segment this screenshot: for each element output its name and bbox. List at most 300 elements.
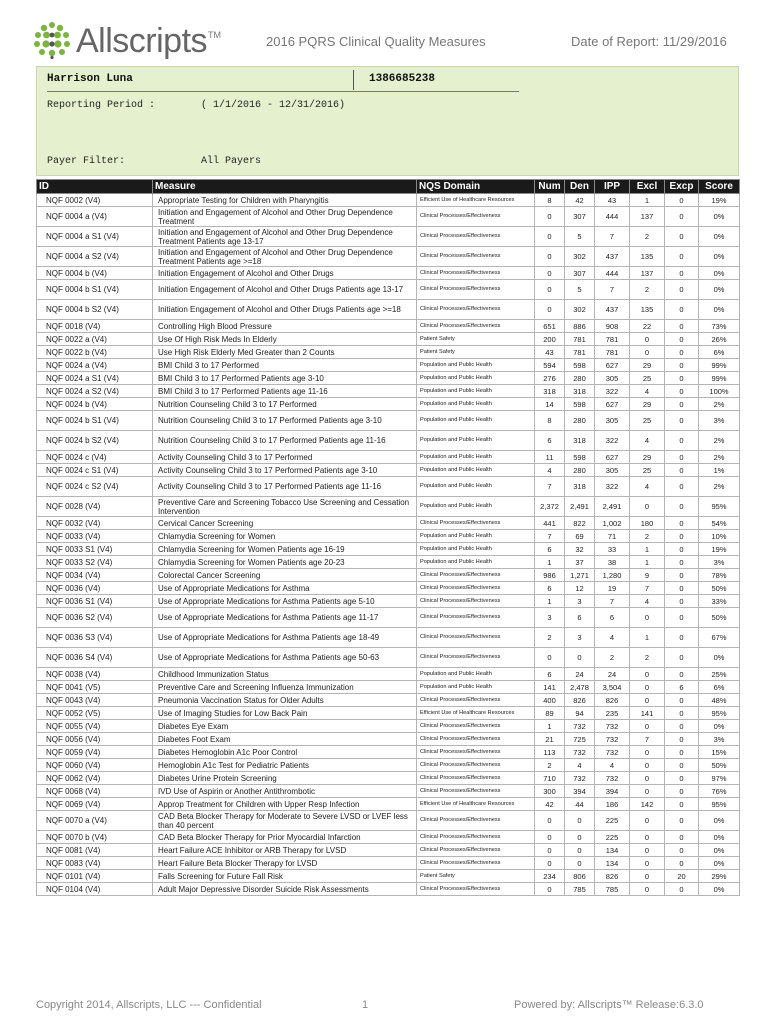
cell-ipp: 1,002 [595, 517, 630, 530]
cell-ipp: 24 [595, 668, 630, 681]
table-row [37, 628, 740, 648]
cell-score: 2% [699, 431, 740, 451]
cell-domain: Patient Safety [417, 870, 535, 883]
cell-excp: 0 [665, 517, 699, 530]
cell-domain: Clinical Processes/Effectiveness [417, 320, 535, 333]
cell-num: 7 [535, 477, 565, 497]
cell-excp: 0 [665, 280, 699, 300]
cell-domain: Population and Public Health [417, 385, 535, 398]
cell-id: NQF 0022 a (V4) [37, 333, 153, 346]
measures-table [36, 179, 740, 896]
cell-den: 732 [565, 746, 595, 759]
table-row [37, 300, 740, 320]
cell-measure: Preventive Care and Screening Influenza Immunization [153, 681, 417, 694]
cell-excl: 0 [630, 857, 665, 870]
cell-excp: 0 [665, 759, 699, 772]
column-header-measure: Measure [153, 180, 417, 194]
cell-measure: Initiation Engagement of Alcohol and Other Drugs Patients age 13-17 [153, 280, 417, 300]
cell-den: 12 [565, 582, 595, 595]
cell-measure: Use Of High Risk Meds In Elderly [153, 333, 417, 346]
payer-filter-label: Payer Filter: [47, 156, 126, 167]
cell-num: 0 [535, 831, 565, 844]
cell-den: 0 [565, 844, 595, 857]
footer-copyright: Copyright 2014, Allscripts, LLC --- Confidential [36, 999, 262, 1011]
cell-score: 76% [699, 785, 740, 798]
cell-domain: Population and Public Health [417, 372, 535, 385]
cell-excl: 0 [630, 333, 665, 346]
cell-den: 302 [565, 247, 595, 267]
cell-excp: 0 [665, 595, 699, 608]
cell-excp: 0 [665, 411, 699, 431]
cell-excp: 0 [665, 556, 699, 569]
cell-num: 6 [535, 431, 565, 451]
cell-ipp: 437 [595, 247, 630, 267]
cell-num: 0 [535, 227, 565, 247]
cell-num: 6 [535, 668, 565, 681]
table-row [37, 431, 740, 451]
cell-excl: 137 [630, 267, 665, 280]
cell-measure: Appropriate Testing for Children with Pharyngitis [153, 194, 417, 207]
cell-den: 2,478 [565, 681, 595, 694]
table-row [37, 346, 740, 359]
cell-id: NQF 0034 (V4) [37, 569, 153, 582]
cell-den: 3 [565, 628, 595, 648]
cell-measure: Colorectal Cancer Screening [153, 569, 417, 582]
cell-excl: 0 [630, 844, 665, 857]
cell-domain: Clinical Processes/Effectiveness [417, 831, 535, 844]
table-row [37, 694, 740, 707]
cell-excl: 0 [630, 497, 665, 517]
cell-den: 0 [565, 857, 595, 870]
cell-num: 0 [535, 247, 565, 267]
cell-id: NQF 0038 (V4) [37, 668, 153, 681]
cell-excl: 1 [630, 556, 665, 569]
cell-measure: BMI Child 3 to 17 Performed Patients age 3-10 [153, 372, 417, 385]
cell-den: 806 [565, 870, 595, 883]
cell-ipp: 627 [595, 398, 630, 411]
cell-ipp: 732 [595, 772, 630, 785]
cell-score: 0% [699, 247, 740, 267]
cell-den: 318 [565, 385, 595, 398]
cell-measure: Diabetes Hemoglobin A1c Poor Control [153, 746, 417, 759]
table-row [37, 707, 740, 720]
cell-excp: 0 [665, 372, 699, 385]
cell-excp: 6 [665, 681, 699, 694]
cell-score: 15% [699, 746, 740, 759]
table-row [37, 227, 740, 247]
cell-den: 318 [565, 477, 595, 497]
cell-num: 651 [535, 320, 565, 333]
cell-den: 24 [565, 668, 595, 681]
cell-id: NQF 0024 b S2 (V4) [37, 431, 153, 451]
cell-domain: Patient Safety [417, 333, 535, 346]
cell-id: NQF 0036 (V4) [37, 582, 153, 595]
cell-num: 0 [535, 883, 565, 896]
cell-ipp: 2,491 [595, 497, 630, 517]
cell-den: 42 [565, 194, 595, 207]
cell-measure: CAD Beta Blocker Therapy for Prior Myocardial Infarction [153, 831, 417, 844]
cell-den: 826 [565, 694, 595, 707]
page-number: 1 [362, 999, 369, 1011]
cell-measure: Diabetes Foot Exam [153, 733, 417, 746]
cell-domain: Clinical Processes/Effectiveness [417, 595, 535, 608]
cell-id: NQF 0036 S1 (V4) [37, 595, 153, 608]
cell-excl: 0 [630, 759, 665, 772]
cell-excl: 29 [630, 359, 665, 372]
cell-score: 3% [699, 411, 740, 431]
cell-den: 732 [565, 772, 595, 785]
cell-score: 0% [699, 811, 740, 831]
table-row [37, 543, 740, 556]
cell-excp: 0 [665, 798, 699, 811]
cell-id: NQF 0052 (V5) [37, 707, 153, 720]
cell-measure: Controlling High Blood Pressure [153, 320, 417, 333]
cell-ipp: 43 [595, 194, 630, 207]
cell-den: 37 [565, 556, 595, 569]
report-title: 2016 PQRS Clinical Quality Measures [266, 34, 486, 49]
cell-score: 3% [699, 733, 740, 746]
cell-id: NQF 0059 (V4) [37, 746, 153, 759]
cell-den: 318 [565, 431, 595, 451]
cell-den: 94 [565, 707, 595, 720]
cell-id: NQF 0041 (V5) [37, 681, 153, 694]
cell-id: NQF 0081 (V4) [37, 844, 153, 857]
table-row [37, 720, 740, 733]
cell-excp: 0 [665, 733, 699, 746]
column-header-excp: Excp [665, 180, 699, 194]
cell-measure: Hemoglobin A1c Test for Pediatric Patients [153, 759, 417, 772]
name-divider [353, 70, 354, 90]
cell-num: 0 [535, 207, 565, 227]
cell-excl: 0 [630, 772, 665, 785]
table-header-row [37, 180, 740, 194]
cell-id: NQF 0036 S2 (V4) [37, 608, 153, 628]
cell-id: NQF 0024 c S2 (V4) [37, 477, 153, 497]
cell-ipp: 444 [595, 267, 630, 280]
cell-ipp: 732 [595, 733, 630, 746]
cell-excl: 142 [630, 798, 665, 811]
table-row [37, 582, 740, 595]
cell-excl: 0 [630, 694, 665, 707]
cell-den: 69 [565, 530, 595, 543]
cell-score: 0% [699, 648, 740, 668]
cell-den: 44 [565, 798, 595, 811]
cell-measure: Approp Treatment for Children with Upper Resp Infection [153, 798, 417, 811]
cell-excl: 0 [630, 720, 665, 733]
cell-excl: 180 [630, 517, 665, 530]
cell-den: 781 [565, 346, 595, 359]
cell-ipp: 305 [595, 372, 630, 385]
cell-den: 280 [565, 372, 595, 385]
cell-domain: Population and Public Health [417, 359, 535, 372]
cell-ipp: 3,504 [595, 681, 630, 694]
cell-ipp: 38 [595, 556, 630, 569]
cell-domain: Clinical Processes/Effectiveness [417, 733, 535, 746]
cell-ipp: 444 [595, 207, 630, 227]
cell-measure: Pneumonia Vaccination Status for Older Adults [153, 694, 417, 707]
cell-excl: 4 [630, 385, 665, 398]
cell-domain: Clinical Processes/Effectiveness [417, 759, 535, 772]
cell-excl: 25 [630, 372, 665, 385]
cell-excl: 2 [630, 280, 665, 300]
cell-ipp: 225 [595, 831, 630, 844]
cell-excl: 0 [630, 668, 665, 681]
measures-table-body [37, 194, 740, 896]
cell-id: NQF 0024 c S1 (V4) [37, 464, 153, 477]
cell-domain: Clinical Processes/Effectiveness [417, 267, 535, 280]
cell-den: 394 [565, 785, 595, 798]
cell-domain: Population and Public Health [417, 477, 535, 497]
cell-den: 4 [565, 759, 595, 772]
cell-score: 33% [699, 595, 740, 608]
cell-ipp: 134 [595, 857, 630, 870]
cell-ipp: 732 [595, 720, 630, 733]
cell-score: 6% [699, 346, 740, 359]
cell-id: NQF 0024 c (V4) [37, 451, 153, 464]
table-row [37, 207, 740, 227]
cell-id: NQF 0028 (V4) [37, 497, 153, 517]
cell-ipp: 305 [595, 411, 630, 431]
cell-excp: 0 [665, 694, 699, 707]
cell-excl: 0 [630, 831, 665, 844]
cell-excl: 0 [630, 870, 665, 883]
cell-ipp: 322 [595, 477, 630, 497]
cell-domain: Clinical Processes/Effectiveness [417, 280, 535, 300]
cell-ipp: 627 [595, 359, 630, 372]
column-header-ipp: IPP [595, 180, 630, 194]
cell-excl: 137 [630, 207, 665, 227]
cell-id: NQF 0024 a S1 (V4) [37, 372, 153, 385]
cell-excp: 0 [665, 831, 699, 844]
cell-den: 886 [565, 320, 595, 333]
cell-domain: Clinical Processes/Effectiveness [417, 785, 535, 798]
payer-filter-value: All Payers [201, 156, 262, 167]
cell-num: 4 [535, 464, 565, 477]
cell-id: NQF 0004 a S1 (V4) [37, 227, 153, 247]
cell-id: NQF 0033 (V4) [37, 530, 153, 543]
cell-num: 0 [535, 857, 565, 870]
cell-domain: Clinical Processes/Effectiveness [417, 300, 535, 320]
cell-measure: Nutrition Counseling Child 3 to 17 Performed Patients age 3-10 [153, 411, 417, 431]
cell-domain: Clinical Processes/Effectiveness [417, 648, 535, 668]
cell-domain: Clinical Processes/Effectiveness [417, 582, 535, 595]
cell-ipp: 437 [595, 300, 630, 320]
cell-measure: Falls Screening for Future Fall Risk [153, 870, 417, 883]
cell-num: 3 [535, 608, 565, 628]
cell-excp: 0 [665, 464, 699, 477]
cell-id: NQF 0032 (V4) [37, 517, 153, 530]
cell-ipp: 7 [595, 227, 630, 247]
cell-score: 95% [699, 497, 740, 517]
cell-score: 2% [699, 477, 740, 497]
cell-id: NQF 0004 a S2 (V4) [37, 247, 153, 267]
cell-id: NQF 0036 S4 (V4) [37, 648, 153, 668]
cell-score: 0% [699, 720, 740, 733]
cell-excl: 9 [630, 569, 665, 582]
cell-excp: 0 [665, 811, 699, 831]
patient-info-panel [36, 66, 739, 176]
cell-domain: Population and Public Health [417, 543, 535, 556]
cell-score: 73% [699, 320, 740, 333]
cell-excl: 1 [630, 194, 665, 207]
cell-score: 50% [699, 759, 740, 772]
cell-den: 3 [565, 595, 595, 608]
cell-excl: 0 [630, 785, 665, 798]
cell-id: NQF 0083 (V4) [37, 857, 153, 870]
cell-excp: 0 [665, 569, 699, 582]
cell-id: NQF 0068 (V4) [37, 785, 153, 798]
cell-ipp: 2 [595, 648, 630, 668]
cell-domain: Clinical Processes/Effectiveness [417, 207, 535, 227]
cell-measure: Use High Risk Elderly Med Greater than 2 Counts [153, 346, 417, 359]
cell-domain: Efficient Use of Healthcare Resources [417, 194, 535, 207]
cell-num: 441 [535, 517, 565, 530]
cell-den: 32 [565, 543, 595, 556]
cell-num: 2,372 [535, 497, 565, 517]
cell-num: 1 [535, 595, 565, 608]
cell-measure: Childhood Immunization Status [153, 668, 417, 681]
cell-excp: 0 [665, 785, 699, 798]
separator-line [47, 91, 519, 92]
logo-trademark: TM [208, 30, 221, 40]
cell-score: 0% [699, 207, 740, 227]
cell-den: 0 [565, 811, 595, 831]
cell-measure: Initiation Engagement of Alcohol and Other Drugs Patients age >=18 [153, 300, 417, 320]
table-row [37, 398, 740, 411]
cell-excl: 29 [630, 451, 665, 464]
cell-num: 113 [535, 746, 565, 759]
cell-domain: Clinical Processes/Effectiveness [417, 720, 535, 733]
table-row [37, 247, 740, 267]
table-row [37, 194, 740, 207]
cell-excl: 135 [630, 300, 665, 320]
allscripts-globe-icon [32, 20, 72, 60]
cell-measure: Use of Appropriate Medications for Asthma Patients age 11-17 [153, 608, 417, 628]
cell-domain: Population and Public Health [417, 451, 535, 464]
cell-measure: Initiation and Engagement of Alcohol and Other Drug Dependence Treatment Patients age 13-17 [153, 227, 417, 247]
cell-num: 234 [535, 870, 565, 883]
cell-domain: Population and Public Health [417, 431, 535, 451]
cell-id: NQF 0069 (V4) [37, 798, 153, 811]
reporting-period-value: ( 1/1/2016 - 12/31/2016) [201, 100, 346, 111]
cell-excp: 0 [665, 497, 699, 517]
cell-num: 42 [535, 798, 565, 811]
cell-measure: Use of Appropriate Medications for Asthma [153, 582, 417, 595]
cell-excl: 7 [630, 733, 665, 746]
cell-den: 280 [565, 411, 595, 431]
cell-domain: Population and Public Health [417, 464, 535, 477]
column-header-id: ID [37, 180, 153, 194]
cell-den: 598 [565, 451, 595, 464]
cell-id: NQF 0024 a S2 (V4) [37, 385, 153, 398]
cell-excl: 141 [630, 707, 665, 720]
cell-den: 280 [565, 464, 595, 477]
report-header [0, 0, 770, 66]
cell-den: 307 [565, 267, 595, 280]
cell-id: NQF 0101 (V4) [37, 870, 153, 883]
cell-score: 2% [699, 451, 740, 464]
cell-ipp: 627 [595, 451, 630, 464]
cell-num: 8 [535, 411, 565, 431]
cell-den: 5 [565, 227, 595, 247]
table-row [37, 372, 740, 385]
table-row [37, 857, 740, 870]
cell-excp: 0 [665, 431, 699, 451]
cell-ipp: 6 [595, 608, 630, 628]
cell-excl: 0 [630, 681, 665, 694]
cell-score: 50% [699, 608, 740, 628]
cell-domain: Population and Public Health [417, 668, 535, 681]
cell-excl: 1 [630, 543, 665, 556]
cell-excp: 0 [665, 359, 699, 372]
cell-measure: Use of Appropriate Medications for Asthma Patients age 50-63 [153, 648, 417, 668]
cell-domain: Clinical Processes/Effectiveness [417, 857, 535, 870]
cell-id: NQF 0004 b (V4) [37, 267, 153, 280]
cell-ipp: 225 [595, 811, 630, 831]
cell-excl: 2 [630, 648, 665, 668]
cell-num: 0 [535, 844, 565, 857]
cell-den: 0 [565, 831, 595, 844]
cell-den: 6 [565, 608, 595, 628]
cell-excl: 25 [630, 411, 665, 431]
cell-excp: 0 [665, 477, 699, 497]
cell-score: 19% [699, 543, 740, 556]
cell-ipp: 7 [595, 595, 630, 608]
cell-excl: 4 [630, 595, 665, 608]
column-header-nqs-domain: NQS Domain [417, 180, 535, 194]
cell-ipp: 71 [595, 530, 630, 543]
cell-ipp: 305 [595, 464, 630, 477]
cell-num: 2 [535, 759, 565, 772]
cell-id: NQF 0002 (V4) [37, 194, 153, 207]
cell-den: 732 [565, 720, 595, 733]
cell-measure: Use of Appropriate Medications for Asthma Patients age 5-10 [153, 595, 417, 608]
cell-den: 0 [565, 648, 595, 668]
cell-num: 0 [535, 280, 565, 300]
column-header-den: Den [565, 180, 595, 194]
cell-score: 0% [699, 831, 740, 844]
cell-num: 14 [535, 398, 565, 411]
cell-excl: 135 [630, 247, 665, 267]
cell-measure: Initiation Engagement of Alcohol and Other Drugs [153, 267, 417, 280]
cell-score: 10% [699, 530, 740, 543]
reporting-period-label: Reporting Period : [47, 100, 156, 111]
cell-excl: 4 [630, 477, 665, 497]
provider-name: Harrison Luna [47, 73, 133, 85]
table-row [37, 844, 740, 857]
cell-excp: 0 [665, 543, 699, 556]
cell-excp: 0 [665, 320, 699, 333]
cell-ipp: 134 [595, 844, 630, 857]
cell-score: 95% [699, 707, 740, 720]
cell-id: NQF 0055 (V4) [37, 720, 153, 733]
cell-id: NQF 0062 (V4) [37, 772, 153, 785]
cell-score: 0% [699, 844, 740, 857]
cell-ipp: 732 [595, 746, 630, 759]
cell-ipp: 235 [595, 707, 630, 720]
cell-ipp: 1,280 [595, 569, 630, 582]
cell-domain: Clinical Processes/Effectiveness [417, 517, 535, 530]
table-row [37, 870, 740, 883]
cell-measure: Nutrition Counseling Child 3 to 17 Performed [153, 398, 417, 411]
cell-id: NQF 0070 a (V4) [37, 811, 153, 831]
cell-domain: Efficient Use of Healthcare Resources [417, 798, 535, 811]
table-row [37, 497, 740, 517]
table-row [37, 530, 740, 543]
cell-num: 710 [535, 772, 565, 785]
cell-measure: Activity Counseling Child 3 to 17 Performed Patients age 3-10 [153, 464, 417, 477]
table-row [37, 811, 740, 831]
